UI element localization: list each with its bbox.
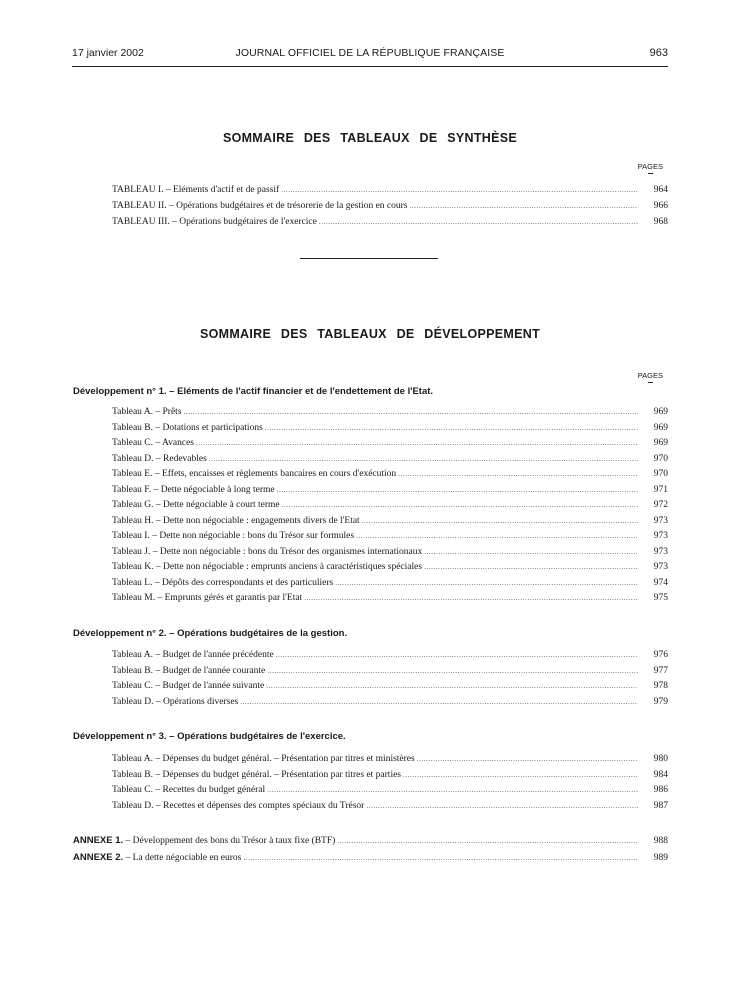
row-page: 969 xyxy=(653,407,668,417)
journal-title: JOURNAL OFFICIEL DE LA RÉPUBLIQUE FRANÇAISE xyxy=(235,47,505,59)
dot-leader xyxy=(282,500,638,510)
toc-row[interactable] xyxy=(112,578,668,593)
row-page: 973 xyxy=(653,531,668,541)
toc-row[interactable] xyxy=(112,697,668,712)
toc-row[interactable] xyxy=(112,754,668,769)
dot-leader xyxy=(366,801,638,811)
developpement-3-heading: Développement n° 3. – Opérations budgétaires de l'exercice. xyxy=(73,731,346,742)
toc-row[interactable] xyxy=(112,454,668,469)
row-page: 973 xyxy=(653,546,668,557)
toc-row[interactable] xyxy=(112,485,668,500)
dot-leader xyxy=(417,754,638,764)
row-label: Tableau D. – Recettes et dépenses des comptes spéciaux du Trésor xyxy=(112,800,365,811)
row-page: 964 xyxy=(653,185,668,195)
header-rule xyxy=(72,66,668,67)
toc-row[interactable] xyxy=(112,547,668,562)
developpement-2-heading: Développement n° 2. – Opérations budgétaires de la gestion. xyxy=(73,628,348,639)
toc-row[interactable] xyxy=(112,407,668,422)
row-page: 977 xyxy=(653,665,668,676)
dot-leader xyxy=(398,469,638,479)
dot-leader xyxy=(265,423,638,433)
dot-leader xyxy=(410,201,639,211)
issue-date: 17 janvier 2002 xyxy=(72,47,144,59)
row-label: TABLEAU I. – Eléments d'actif et de passif xyxy=(112,185,280,195)
row-label: Tableau K. – Dette non négociable : emprunts anciens à caractéristiques spéciales xyxy=(112,562,423,572)
toc-row[interactable] xyxy=(112,469,668,484)
row-label: Tableau B. – Dotations et participations xyxy=(112,422,263,433)
row-label: Tableau C. – Budget de l'année suivante xyxy=(112,681,265,691)
row-label: Tableau M. – Emprunts gérés et garantis par l'Etat xyxy=(112,593,303,603)
row-label: Tableau F. – Dette négociable à long terme xyxy=(112,484,275,495)
dot-leader xyxy=(240,697,638,707)
row-page: 980 xyxy=(653,754,668,764)
row-page: 966 xyxy=(653,201,668,211)
row-label: Tableau G. – Dette négociable à court terme xyxy=(112,500,280,510)
row-label: Tableau C. – Avances xyxy=(112,438,194,448)
toc-row[interactable] xyxy=(112,650,668,665)
synthese-row[interactable] xyxy=(112,185,668,200)
toc-row[interactable] xyxy=(112,562,668,577)
row-label: Tableau E. – Effets, encaisses et règlements bancaires en cours d'exécution xyxy=(112,469,397,479)
synthese-row[interactable] xyxy=(112,201,668,216)
toc-row[interactable] xyxy=(112,666,668,681)
row-label: Tableau H. – Dette non négociable : engagements divers de l'Etat xyxy=(112,515,360,526)
row-page: 972 xyxy=(653,500,668,510)
row-label: ANNEXE 2. – La dette négociable en euros xyxy=(73,852,242,863)
row-label: Tableau C. – Recettes du budget général xyxy=(112,785,266,795)
toc-row[interactable] xyxy=(112,801,668,816)
row-page: 988 xyxy=(653,836,668,846)
row-label: Tableau D. – Redevables xyxy=(112,453,207,464)
row-page: 968 xyxy=(653,217,668,227)
row-label: Tableau J. – Dette non négociable : bons du Trésor des organismes internationaux xyxy=(112,546,423,557)
dot-leader xyxy=(276,650,638,660)
row-page: 970 xyxy=(653,453,668,464)
row-label: Tableau B. – Dépenses du budget général. – Présentation par titres et parties xyxy=(112,769,401,780)
row-page: 978 xyxy=(653,681,668,691)
row-page: 970 xyxy=(653,469,668,479)
toc-row[interactable] xyxy=(112,531,668,546)
toc-row[interactable] xyxy=(112,770,668,785)
dot-leader xyxy=(267,666,638,676)
toc-row[interactable] xyxy=(112,438,668,453)
dot-leader xyxy=(337,836,638,846)
row-page: 973 xyxy=(653,515,668,526)
row-label: Tableau I. – Dette non négociable : bons du Trésor sur formules xyxy=(112,531,355,541)
developpement-1-heading: Développement n° 1. – Eléments de l'actif financier et de l'endettement de l'Etat. xyxy=(73,386,434,397)
row-label: Tableau A. – Budget de l'année précédente xyxy=(112,650,274,660)
page-header xyxy=(72,47,668,63)
row-page: 976 xyxy=(653,650,668,660)
row-label: TABLEAU III. – Opérations budgétaires de l'exercice xyxy=(112,217,317,227)
row-label: TABLEAU II. – Opérations budgétaires et de trésorerie de la gestion en cours xyxy=(112,201,408,211)
row-page: 974 xyxy=(653,577,668,588)
toc-row[interactable] xyxy=(112,500,668,515)
toc-row[interactable] xyxy=(112,785,668,800)
dot-leader xyxy=(196,438,638,448)
row-page: 971 xyxy=(653,484,668,495)
dot-leader xyxy=(362,516,638,526)
row-page: 989 xyxy=(653,853,668,863)
dot-leader xyxy=(424,547,638,557)
toc-row[interactable] xyxy=(73,852,668,867)
row-page: 969 xyxy=(653,438,668,448)
row-page: 969 xyxy=(653,422,668,433)
dot-leader xyxy=(424,562,638,572)
synthese-row[interactable] xyxy=(112,217,668,232)
dot-leader xyxy=(356,531,638,541)
dot-leader xyxy=(184,407,638,417)
dot-leader xyxy=(304,593,638,603)
toc-row[interactable] xyxy=(112,593,668,608)
row-page: 975 xyxy=(653,593,668,603)
toc-row[interactable] xyxy=(112,516,668,531)
dot-leader xyxy=(403,770,638,780)
dot-leader xyxy=(335,578,638,588)
row-label: Tableau D. – Opérations diverses xyxy=(112,696,239,707)
developpement-title: SOMMAIRE DES TABLEAUX DE DÉVELOPPEMENT xyxy=(199,327,541,341)
toc-row[interactable] xyxy=(112,423,668,438)
dot-leader xyxy=(209,454,638,464)
section-divider xyxy=(300,258,438,259)
dot-leader xyxy=(267,785,638,795)
row-page: 979 xyxy=(653,696,668,707)
synthese-pages-label: PAGES xyxy=(638,162,663,174)
dot-leader xyxy=(243,853,638,863)
dot-leader xyxy=(281,185,638,195)
row-page: 973 xyxy=(653,562,668,572)
row-label: Tableau L. – Dépôts des correspondants et des particuliers xyxy=(112,577,334,588)
toc-row[interactable] xyxy=(112,681,668,696)
row-label: Tableau A. – Prêts xyxy=(112,407,182,417)
synthese-title: SOMMAIRE DES TABLEAUX DE SYNTHÈSE xyxy=(222,131,518,145)
dot-leader xyxy=(319,217,638,227)
developpement-pages-label: PAGES xyxy=(638,371,663,383)
row-label: ANNEXE 1. – Développement des bons du Trésor à taux fixe (BTF) xyxy=(73,835,336,846)
row-label: Tableau B. – Budget de l'année courante xyxy=(112,665,266,676)
toc-row[interactable] xyxy=(73,835,668,850)
row-page: 987 xyxy=(653,800,668,811)
dot-leader xyxy=(266,681,638,691)
row-label: Tableau A. – Dépenses du budget général. – Présentation par titres et ministères xyxy=(112,754,415,764)
page-number: 963 xyxy=(649,47,668,59)
dot-leader xyxy=(277,485,638,495)
row-page: 986 xyxy=(653,785,668,795)
row-page: 984 xyxy=(653,769,668,780)
